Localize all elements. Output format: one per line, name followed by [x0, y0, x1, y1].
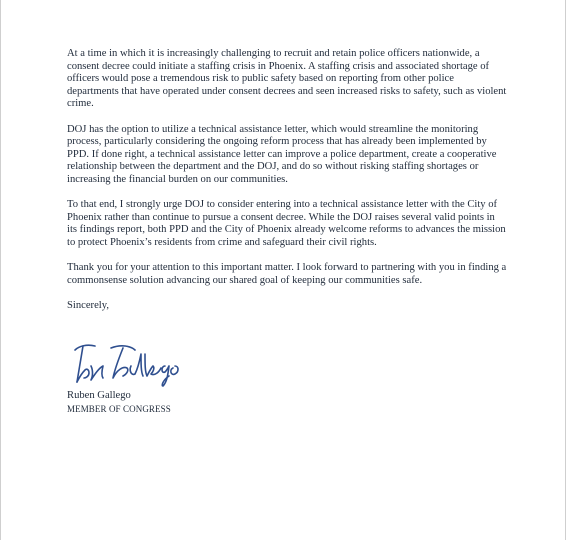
letter-body: [67, 48, 507, 312]
paragraph-technical-assistance-option: DOJ has the option to utilize a technical assistance letter, which would streamline the monitoring process, particularly considering the ongoing reform process that has already been implemented by PPD. If done right, a technical assistance letter can improve a police department, create a cooperative relationship between the department and the DOJ, and do so without risking staffing shortages or increasing the financial burden on our communities.: [67, 123, 497, 185]
paragraph-staffing-crisis: At a time in which it is increasingly challenging to recruit and retain police officers nationwide, a consent decree could initiate a staffing crisis in Phoenix. A staffing crisis and associated shortage of officers would pose a tremendous risk to public safety based on reporting from other police departments that have operated under consent decrees and seen increased risks to safety, such as violent crime.: [67, 48, 507, 110]
handwritten-signature: [69, 340, 189, 388]
signer-name: Ruben Gallego: [67, 390, 131, 401]
signer-title: MEMBER OF CONGRESS: [67, 403, 171, 414]
signature-block: [67, 390, 171, 415]
closing-salutation: Sincerely,: [67, 299, 109, 311]
paragraph-thanks: Thank you for your attention to this important matter. I look forward to partnering with you in finding a commonsense solution advancing our shared goal of keeping our communities safe.: [67, 262, 507, 286]
paragraph-request: To that end, I strongly urge DOJ to consider entering into a technical assistance letter with the City of Phoenix rather than continue to pursue a consent decree. While the DOJ raises several valid points in its findings report, both PPD and the City of Phoenix already welcome reforms to advances the mission to protect Phoenix’s residents from crime and safeguard their civil rights.: [67, 199, 506, 248]
